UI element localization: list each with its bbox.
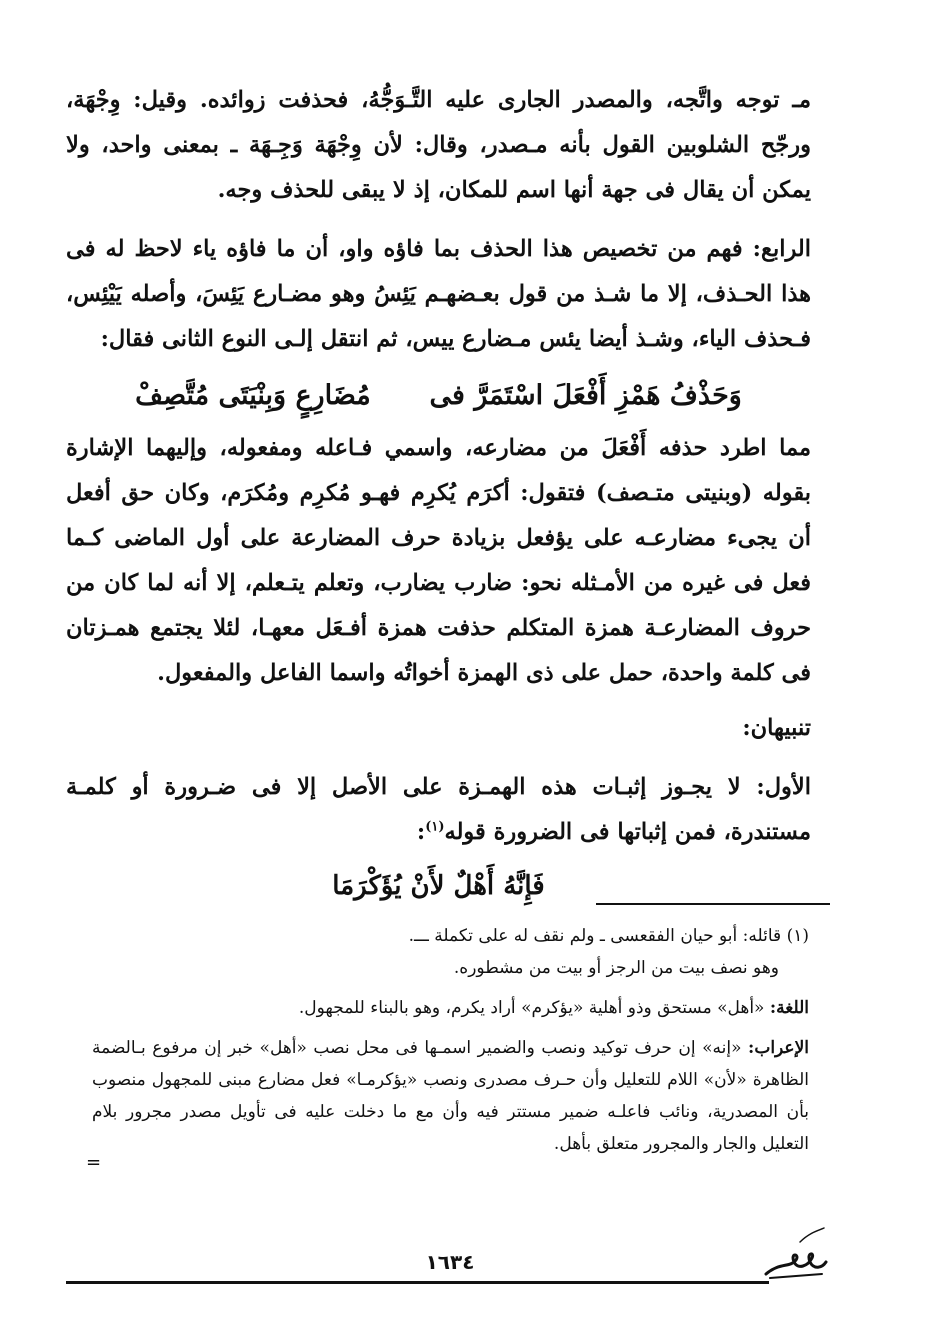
bottom-rule — [66, 1281, 769, 1284]
verse-first-half: وَحَذْفُ هَمْزِ أَفْعَلَ اسْتَمَرَّ فى — [429, 380, 742, 411]
continuation-mark: = — [86, 1152, 102, 1173]
footnotes — [92, 920, 809, 1160]
lugha-text: «أهل» مستحق وذو أهلية «يؤكرم» أراد يكرم، وهو بالبناء للمجهول. — [298, 998, 765, 1018]
first-note-label: الأول: — [756, 774, 811, 800]
verse-second-half: مُضَارِعٍ وَبِنْيَتَى مُتَّصِفْ — [135, 380, 371, 411]
irab-text: «إنه» إن حرف توكيد ونصب والضمير اسمـها فى محل نصب «أهل» خبر إن مرفوع بـالضمة الظاهرة «لأن» اللام للتعليل وأن حـرف مصدرى ونصب «يؤكرمـا» فعل مضارع مبنى للمجهول منصوب بأن المصدرية، ونائب فاعلـه ضمير مستتر فيه وأن مع ما دخلت عليه فى تأويل مصدر مجرور بلام التعليل والجار والمجرور متعلق بأهل. — [92, 1038, 809, 1154]
main-text — [66, 78, 811, 911]
page-number: ١٦٣٤ — [425, 1250, 475, 1274]
signature-icon — [760, 1222, 830, 1282]
section-heading: تنبيهان: — [742, 715, 811, 741]
footnote-1-line-2: وهو نصف بيت من الرجز أو بيت من مشطوره. — [453, 958, 779, 978]
first-note-paragraph — [66, 765, 811, 855]
footnote-irab — [92, 1032, 809, 1160]
paragraph-1: مـ توجه واتَّجه، والمصدر الجارى عليه التَّـوَجُّهُ، فحذفت زوائده. وقيل: وِجْهَة، ورجّح الشلوبين القول بأنه مـصدر، وقال: لأن وِجْهَة وَجِـهَة ـ بمعنى واحد، ولا يمكن أن يقال فى جهة أنها اسم للمكان، إذ لا يبقى للحذف وجه. — [66, 87, 811, 203]
footnote-lugha — [92, 992, 809, 1024]
footnote-1-line-1: (١) قائله: أبو حيان الفقعسى ـ ولم نقف له على تكملة ـــ. — [408, 926, 809, 946]
footnote-ref: (١) — [425, 819, 445, 835]
irab-label: الإعراب: — [748, 1038, 809, 1058]
first-note-text: لا يجـوز إثبـات هذه الهمـزة على الأصل إلا فى ضـرورة أو كلمـة مستندرة، فمن إثباتها فى الضرورة قوله — [66, 774, 811, 845]
paragraph-3: مما اطرد حذفه أَفْعَلَ من مضارعه، واسمي فـاعله ومفعوله، وإليهما الإشارة بقوله (وبنيتى متـصف) فتقول: أكرَم يُكرِم فهـو مُكرِم ومُكرَم، وكان حق أفعل أن يجىء مضارعـه على يؤفعل بزيادة حرف المضارعة على أول الماضى كـما فعل فى غيره من الأمـثله نحو: ضارب يضارب، وتعلم يتـعلم، إلا أنه لما كان من حروف المضارعـة همزة المتكلم حذفت همزة أفـعَل معهـا، لئلا يجتمع همـزتان فى كلمة واحدة، حمل على ذى الهمزة أخواتُه واسما الفاعل والمفعول. — [66, 435, 811, 686]
colon: : — [416, 819, 426, 845]
lugha-label: اللغة: — [769, 998, 809, 1018]
paragraph-2: الرابع: فهم من تخصيص هذا الحذف بما فاؤه واو، أن ما فاؤه ياء لاحظ له فى هذا الحـذف، إلا ما شـذ من قول بعـضهـم يَئِسُ وهو مضـارع يَئِسَ، وأصله يَيْئِس، فـحذف الياء، وشـذ أيضا يئس مـضارع ييس، ثم انتقل إلـى النوع الثانى فقال: — [66, 236, 811, 352]
footnote-separator — [596, 903, 830, 905]
half-verse-line: فَإِنَّهُ أَهْلٌ لأَنْ يُؤَكْرَمَا — [332, 871, 545, 901]
verse-line — [66, 370, 811, 422]
